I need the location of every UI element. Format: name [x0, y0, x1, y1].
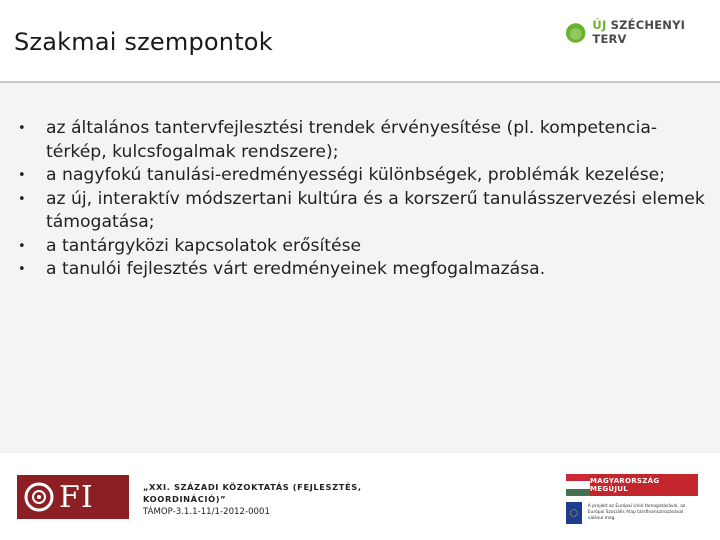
bullet-icon: •: [18, 191, 26, 207]
project-title: „XXI. SZÁZADI KÖZOKTATÁS (FEJLESZTÉS, KOORDINÁCIÓ)”: [143, 482, 362, 504]
eu-funding-text: A projekt az Európai Unió támogatásával, az Európai Szociális Alap társfinanszírozásával valósul meg.: [587, 504, 686, 521]
bullet-icon: •: [18, 262, 26, 277]
slide-content: [0, 83, 720, 453]
szechenyi-drop-icon: [565, 21, 586, 43]
bullet-icon: •: [18, 238, 26, 254]
bullet-text: az új, interaktív módszertani kultúra és a korszerű tanulásszervezési elemek támogatása;: [46, 188, 705, 232]
mm-banner-text: MAGYARORSZÁG MEGÚJUL: [590, 474, 698, 496]
bullet-icon: •: [18, 168, 26, 183]
bullet-text: a nagyfokú tanulási-eredményességi különbségek, problémák kezelése;: [46, 165, 666, 185]
hungarian-flag-icon: [566, 474, 590, 496]
slide-title: Szakmai szempontok: [14, 28, 273, 56]
bullet-list: [18, 117, 708, 282]
bullet-item: [18, 117, 708, 164]
bullet-item: [18, 188, 708, 235]
szechenyi-logo-name: SZÉCHENYI TERV: [592, 18, 686, 46]
slide-header: [0, 0, 720, 80]
eu-funding-logo: [566, 501, 698, 525]
ofi-logo-text: FI: [59, 479, 94, 515]
bullet-text: a tanulói fejlesztés várt eredményeinek megfogalmazása.: [46, 259, 546, 279]
bullet-item: [18, 164, 708, 188]
bullet-item: [18, 258, 708, 282]
slide-footer: [0, 453, 720, 540]
bullet-text: a tantárgyközi kapcsolatok erősítése: [46, 235, 362, 256]
bullet-item: [18, 235, 708, 259]
eu-flag-icon: [566, 502, 582, 524]
szechenyi-terv-logo: [565, 17, 720, 47]
project-code: TÁMOP-3.1.1-11/1-2012-0001: [143, 507, 270, 517]
bullet-icon: •: [18, 121, 26, 136]
ofi-logo: [17, 475, 129, 519]
bullet-text: az általános tantervfejlesztési trendek érvényesítése (pl. kompetencia-térkép, kulcsfogalmak rendszere);: [46, 118, 658, 162]
szechenyi-logo-text: [592, 18, 720, 46]
ofi-emblem-icon: [23, 481, 55, 513]
magyarorszag-megujul-logo: [566, 474, 698, 496]
project-info: [143, 481, 373, 518]
szechenyi-logo-prefix: ÚJ: [592, 18, 607, 32]
